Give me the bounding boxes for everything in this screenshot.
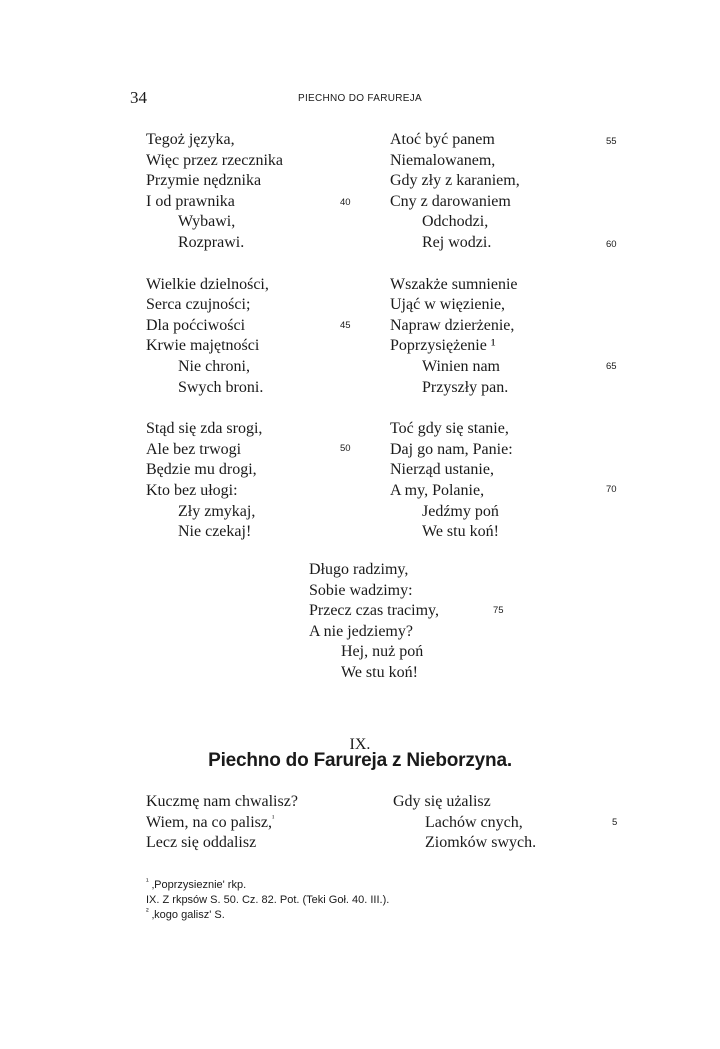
verse-line: Kto bez ułogi: (146, 481, 238, 499)
verse-line: Sobie wadzimy: (309, 581, 413, 599)
verse-line: Dla poćciwości (146, 316, 246, 334)
footnote: $^{^1}$ ‚Poprzysieznie' rkp. (146, 876, 247, 891)
verse-line: We stu koń! (422, 523, 499, 541)
verse-line: Będzie mu drogi, (146, 461, 257, 479)
verse-line: Gdy zły z karaniem, (390, 172, 520, 190)
line-number: 75 (493, 605, 504, 616)
footnote: IX. Z rkpsów S. 50. Cz. 82. Pot. (Teki Goł. 40. III.). (146, 894, 390, 906)
verse-line: Cny z darowaniem (390, 192, 511, 210)
footnote: $^{^2}$ ‚kogo galisz' S. (146, 906, 225, 921)
verse-line: Więc przez rzecznika (146, 151, 284, 169)
verse-line: Toć gdy się stanie, (390, 420, 509, 438)
verse-line: Atoć być panem (390, 131, 495, 148)
verse-line: Tegoż języka, (146, 131, 235, 148)
verse-line: Rozprawi. (178, 233, 245, 251)
verse-line: Serca czujności; (146, 296, 251, 314)
section-title: Piechno do Farureja z Nieborzyna. (208, 750, 512, 771)
poem-ix-left-column (146, 792, 298, 854)
footnotes (146, 878, 389, 923)
verse-line: Odchodzi, (422, 213, 489, 231)
verse-line: Daj go nam, Panie: (390, 440, 513, 458)
footnote-mark: ¹ (271, 813, 275, 823)
verse-line: Stąd się zda srogi, (146, 420, 263, 438)
line-number: 70 (606, 484, 617, 495)
verse-line: Wszakże sumnienie (390, 275, 518, 293)
verse-line: Napraw dzierżenie, (390, 316, 515, 334)
line-number: 45 (340, 320, 351, 331)
verse-line: Lachów cnych, (425, 813, 523, 831)
verse-line: Ale bez trwogi (146, 440, 242, 458)
verse-line: Wiem, na co palisz,$^{^1}$ (146, 813, 275, 831)
verse-line: Ziomków swych. (425, 834, 537, 852)
line-number: 60 (606, 239, 617, 250)
poem-right-column (390, 130, 520, 543)
verse-line: Rej wodzi. (422, 233, 492, 251)
verse-line: Ująć w więzienie, (390, 296, 506, 314)
line-number: 5 (612, 817, 618, 828)
verse-line: Długo radzimy, (309, 561, 409, 578)
line-number: 65 (606, 361, 617, 372)
poem-left-column (146, 130, 283, 543)
verse-line: Przyszły pan. (422, 378, 509, 396)
verse-line: A my, Polanie, (390, 481, 485, 499)
verse-line: Nie czekaj! (178, 523, 252, 541)
line-number: 55 (606, 136, 617, 147)
verse-line: Lecz się oddalisz (146, 834, 257, 852)
page-header (0, 88, 720, 112)
verse-line: Przecz czas tracimy, (309, 602, 439, 620)
verse-line: Gdy się użalisz (393, 793, 491, 810)
verse-line: I od prawnika (146, 192, 235, 210)
verse-line: Przymie nędznika (146, 172, 262, 190)
running-title: PIECHNO DO FARUREJA (297, 93, 423, 104)
verse-line: Kuczmę nam chwalisz? (146, 793, 298, 810)
verse-line: We stu koń! (341, 663, 418, 681)
verse-line: Wielkie dzielności, (146, 275, 269, 293)
page-number: 34 (130, 88, 147, 107)
line-number: 50 (340, 443, 351, 454)
verse-line: Winien nam (422, 357, 500, 375)
verse-line: Nierząd ustanie, (390, 461, 494, 479)
poem-center-stanza (309, 560, 439, 684)
verse-line: Hej, nuż poń (341, 643, 424, 661)
section-number: IX. (349, 736, 371, 753)
verse-line: Nie chroni, (178, 357, 250, 375)
verse-line: Zły zmykaj, (178, 502, 256, 520)
verse-line: Swych broni. (178, 378, 264, 396)
line-number: 40 (340, 197, 351, 208)
verse-line: A nie jedziemy? (309, 622, 413, 640)
verse-line: Krwie majętności (146, 337, 260, 355)
verse-line: Poprzysiężenie ¹ (390, 337, 496, 355)
verse-line: Jedźmy poń (422, 502, 499, 520)
poem-ix-right-column (393, 792, 536, 854)
verse-line: Niemalowanem, (390, 151, 496, 169)
verse-line: Wybawi, (178, 213, 236, 231)
